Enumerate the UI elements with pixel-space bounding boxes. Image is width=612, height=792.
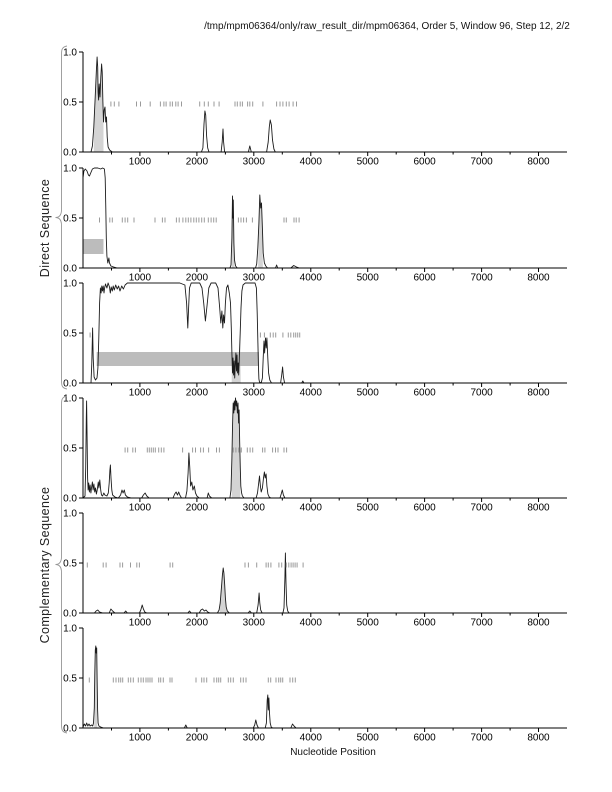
x-tick-label: 4000: [299, 617, 322, 629]
x-tick-label: 3000: [242, 502, 265, 514]
panel-axes: [79, 513, 567, 617]
y-tick-label: 1.0: [63, 623, 77, 635]
y-tick-label: 0.0: [63, 147, 77, 159]
midline-marks: [87, 563, 303, 568]
x-tick-label: 6000: [413, 732, 436, 744]
panel-direct-2: [63, 164, 567, 284]
x-tick-label: 3000: [242, 156, 265, 168]
group-label-complementary-sequence: Complementary Sequence: [38, 486, 52, 644]
midline-marks: [89, 678, 295, 683]
x-tick-label: 6000: [413, 617, 436, 629]
x-tick-label: 7000: [470, 272, 493, 284]
x-tick-label: 5000: [356, 387, 379, 399]
y-tick-label: 0.5: [63, 558, 77, 570]
x-tick-label: 1000: [128, 502, 152, 514]
x-tick-label: 8000: [527, 272, 550, 284]
y-tick-label: 0.5: [63, 213, 77, 225]
x-tick-label: 4000: [299, 732, 322, 744]
panel-axes: [79, 52, 567, 156]
x-tick-label: 5000: [356, 272, 379, 284]
y-tick-label: 1.0: [63, 163, 77, 175]
x-tick-label: 5000: [356, 156, 379, 168]
y-tick-label: 0.5: [63, 443, 77, 455]
melting-curve: [83, 646, 567, 728]
melting-curve: [83, 553, 567, 613]
midline-marks: [111, 102, 297, 107]
x-tick-label: 1000: [128, 617, 152, 629]
y-tick-label: 0.5: [63, 673, 77, 685]
panel-direct-3: [63, 279, 567, 399]
x-tick-label: 8000: [527, 156, 550, 168]
y-tick-label: 0.5: [63, 328, 77, 340]
x-tick-label: 8000: [527, 617, 550, 629]
y-tick-label: 0.0: [63, 493, 77, 505]
x-tick-label: 5000: [356, 502, 379, 514]
x-tick-label: 8000: [527, 732, 550, 744]
x-tick-label: 1000: [128, 732, 152, 744]
midline-marks: [90, 333, 300, 338]
y-tick-label: 0.0: [63, 263, 77, 275]
x-tick-label: 6000: [413, 272, 436, 284]
midline-marks: [125, 448, 287, 453]
x-tick-label: 2000: [185, 732, 209, 744]
x-tick-label: 2000: [185, 156, 209, 168]
x-tick-label: 1000: [128, 272, 152, 284]
group-label-direct-sequence: Direct Sequence: [38, 178, 52, 278]
x-tick-label: 3000: [242, 732, 265, 744]
x-tick-label: 2000: [185, 387, 209, 399]
x-tick-label: 1000: [128, 156, 152, 168]
panel-comp-2: [63, 509, 567, 629]
x-tick-label: 3000: [242, 272, 265, 284]
x-tick-label: 2000: [185, 617, 209, 629]
highlight-block: [83, 239, 104, 254]
x-tick-label: 8000: [527, 502, 550, 514]
y-tick-label: 0.0: [63, 608, 77, 620]
x-tick-label: 1000: [128, 387, 152, 399]
x-tick-label: 7000: [470, 156, 493, 168]
figure-title: /tmp/mpm06364/only/raw_result_dir/mpm06364, Order 5, Window 96, Step 12, 2/2: [204, 21, 570, 32]
y-tick-label: 1.0: [63, 393, 77, 405]
x-tick-label: 4000: [299, 387, 322, 399]
x-tick-label: 7000: [470, 617, 493, 629]
x-tick-label: 2000: [185, 502, 209, 514]
x-tick-label: 7000: [470, 502, 493, 514]
panel-axes: [79, 283, 567, 387]
midline-marks: [100, 218, 300, 223]
y-tick-label: 1.0: [63, 508, 77, 520]
x-tick-label: 2000: [185, 272, 209, 284]
panel-direct-1: [63, 48, 567, 168]
x-tick-label: 4000: [299, 156, 322, 168]
x-axis-label: Nucleotide Position: [290, 747, 376, 758]
x-tick-label: 6000: [413, 502, 436, 514]
x-tick-label: 5000: [356, 732, 379, 744]
x-tick-label: 7000: [470, 387, 493, 399]
panel-axes: [79, 398, 567, 502]
x-tick-label: 4000: [299, 502, 322, 514]
melting-curve: [83, 57, 567, 152]
x-tick-label: 8000: [527, 387, 550, 399]
x-tick-label: 3000: [242, 617, 265, 629]
melting-curve: [83, 168, 567, 268]
x-tick-label: 4000: [299, 272, 322, 284]
x-tick-label: 6000: [413, 387, 436, 399]
y-tick-label: 0.5: [63, 97, 77, 109]
panel-comp-1: [63, 394, 567, 514]
x-tick-label: 6000: [413, 156, 436, 168]
x-tick-label: 3000: [242, 387, 265, 399]
y-tick-label: 1.0: [63, 47, 77, 59]
panel-axes: [79, 168, 567, 272]
y-tick-label: 0.0: [63, 723, 77, 735]
y-tick-label: 1.0: [63, 278, 77, 290]
y-tick-label: 0.0: [63, 378, 77, 390]
x-tick-label: 7000: [470, 732, 493, 744]
x-tick-label: 5000: [356, 617, 379, 629]
melting-curve: [83, 283, 567, 383]
panel-comp-3: [63, 624, 567, 744]
